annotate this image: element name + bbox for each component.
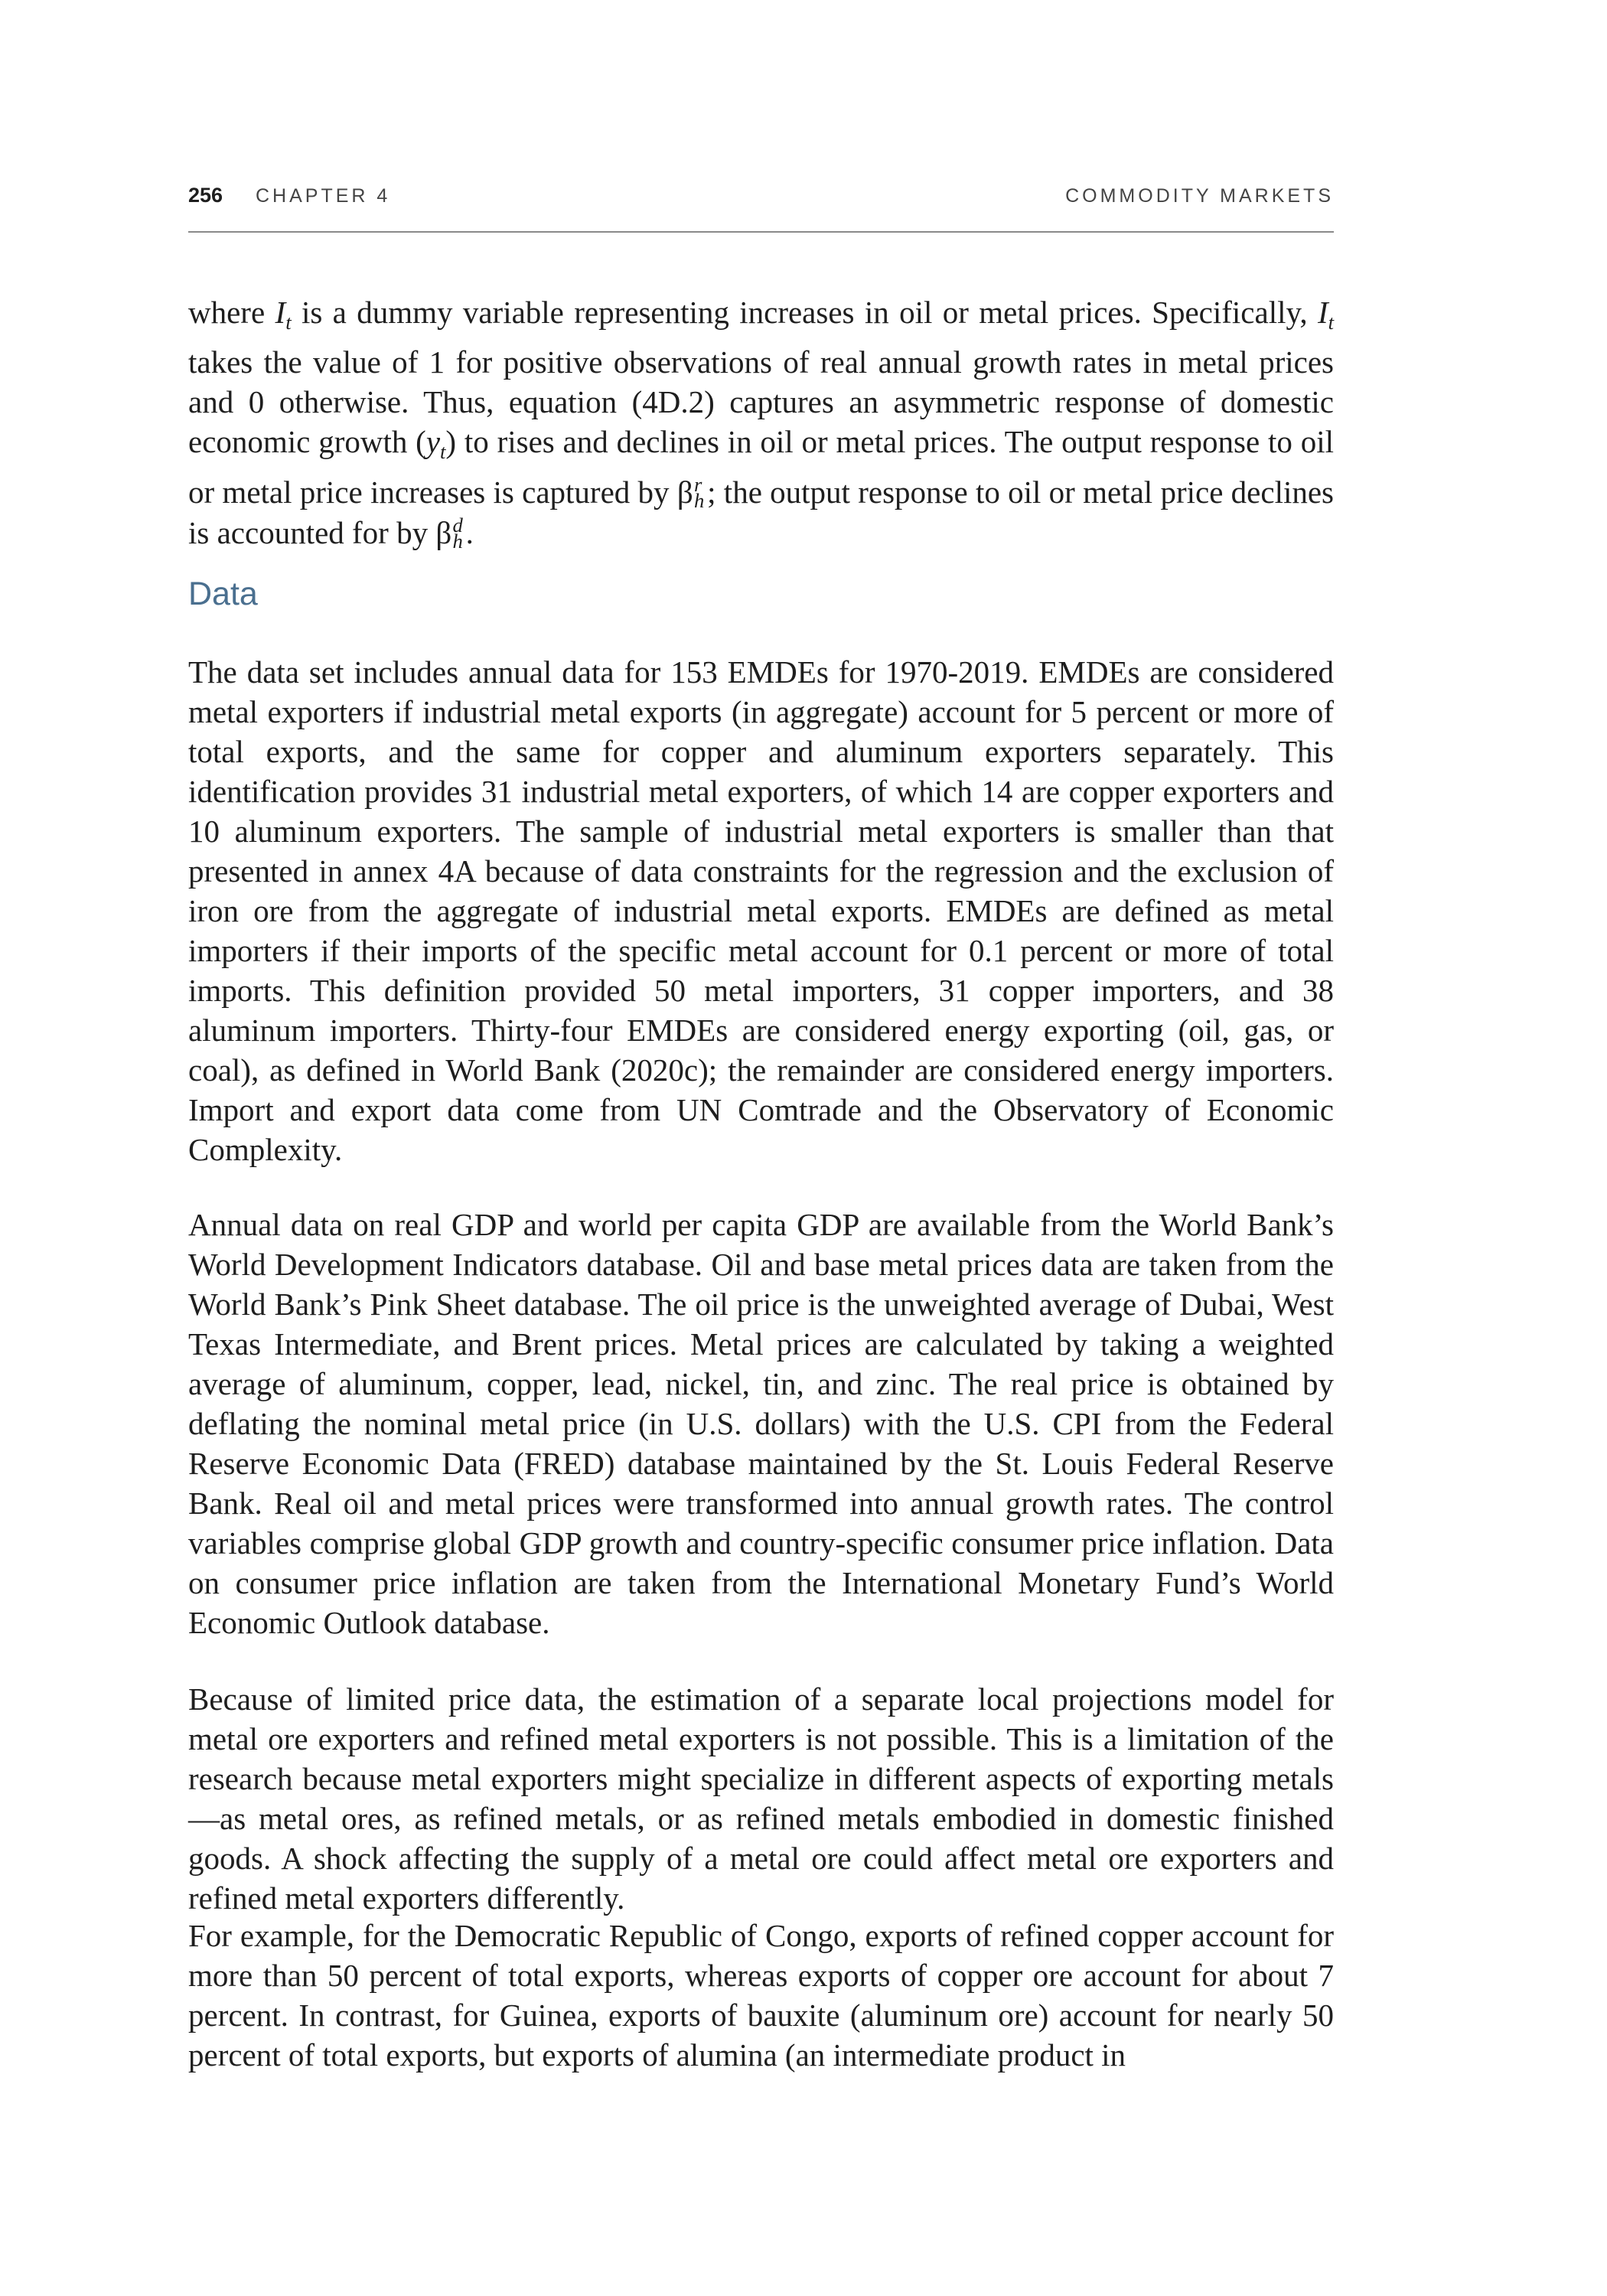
paragraph-data-set: The data set includes annual data for 153 EMDEs for 1970-2019. EMDEs are considered metal exporters if industrial metal exports (in aggregate) account for 5 percent or more of total exports, and the same for copper and aluminum exporters separately. This identification provides 31 industrial metal exporters, of which 14 are copper exporters and 10 aluminum exporters. The sample of industrial metal exporters is smaller than that presented in annex 4A because of data constraints for the regression and the exclusion of iron ore from the aggregate of industrial metal exports. EMDEs are defined as metal importers if their imports of the specific metal account for 0.1 percent or more of total imports. This definition provided 50 metal importers, 31 copper importers, and 38 aluminum importers. Thirty-four EMDEs are considered energy exporting (oil, gas, or coal), as defined in World Bank (2020c); the remainder are considered energy importers. Import and export data come from UN Comtrade and the Observatory of Economic Complexity. [188, 654, 1334, 1167]
chapter-label: CHAPTER 4 [256, 185, 391, 207]
paragraph-limited-price-data: Because of limited price data, the estimation of a separate local projections model for metal ore exporters and refined metal exporters is not possible. This is a limitation of the research because metal exporters might specialize in different aspects of exporting metals—as metal ores, as refined metals, or as refined metals embodied in domestic finished goods. A shock affecting the supply of a metal ore could affect metal ore exporters and refined metal exporters differently. [188, 1681, 1334, 1916]
intro-paragraph: where $I_t$ is a dummy variable representing increases in oil or metal prices. Specifically, $I_t$ takes the value of 1 for positive observations of real annual growth rates in metal prices and 0 otherwise. Thus, equation (4D.2) captures an asymmetric response of domestic economic growth $(y_t)$ to rises and declines in oil or metal prices. The output response to oil or metal price increases is captured by β r h ; the output response to oil or metal price declines is accounted for by β d h . [188, 295, 1334, 553]
page-header [188, 184, 1334, 233]
paragraph-annual-data: Annual data on real GDP and world per capita GDP are available from the World Bank’s World Development Indicators database. Oil and base metal prices data are taken from the World Bank’s Pink Sheet database. The oil price is the unweighted average of Dubai, West Texas Intermediate, and Brent prices. Metal prices are calculated by taking a weighted average of aluminum, copper, lead, nickel, tin, and zinc. The real price is obtained by deflating the nominal metal price (in U.S. dollars) with the U.S. CPI from the Federal Reserve Economic Data (FRED) database maintained by the St. Louis Federal Reserve Bank. Real oil and metal prices were transformed into annual growth rates. The control variables comprise global GDP growth and country-specific consumer price inflation. Data on consumer price inflation are taken from the International Monetary Fund’s World Economic Outlook database. [188, 1207, 1334, 1640]
page-number: 256 [188, 184, 223, 207]
paragraph-example: For example, for the Democratic Republic of Congo, exports of refined copper account for more than 50 percent of total exports, whereas exports of copper ore account for about 7 percent. In contrast, for Guinea, exports of bauxite (aluminum ore) account for nearly 50 percent of total exports, but exports of alumina (an intermediate product in [188, 1918, 1334, 2073]
running-title: COMMODITY MARKETS [1065, 185, 1334, 207]
section-heading-data: Data [188, 576, 258, 612]
